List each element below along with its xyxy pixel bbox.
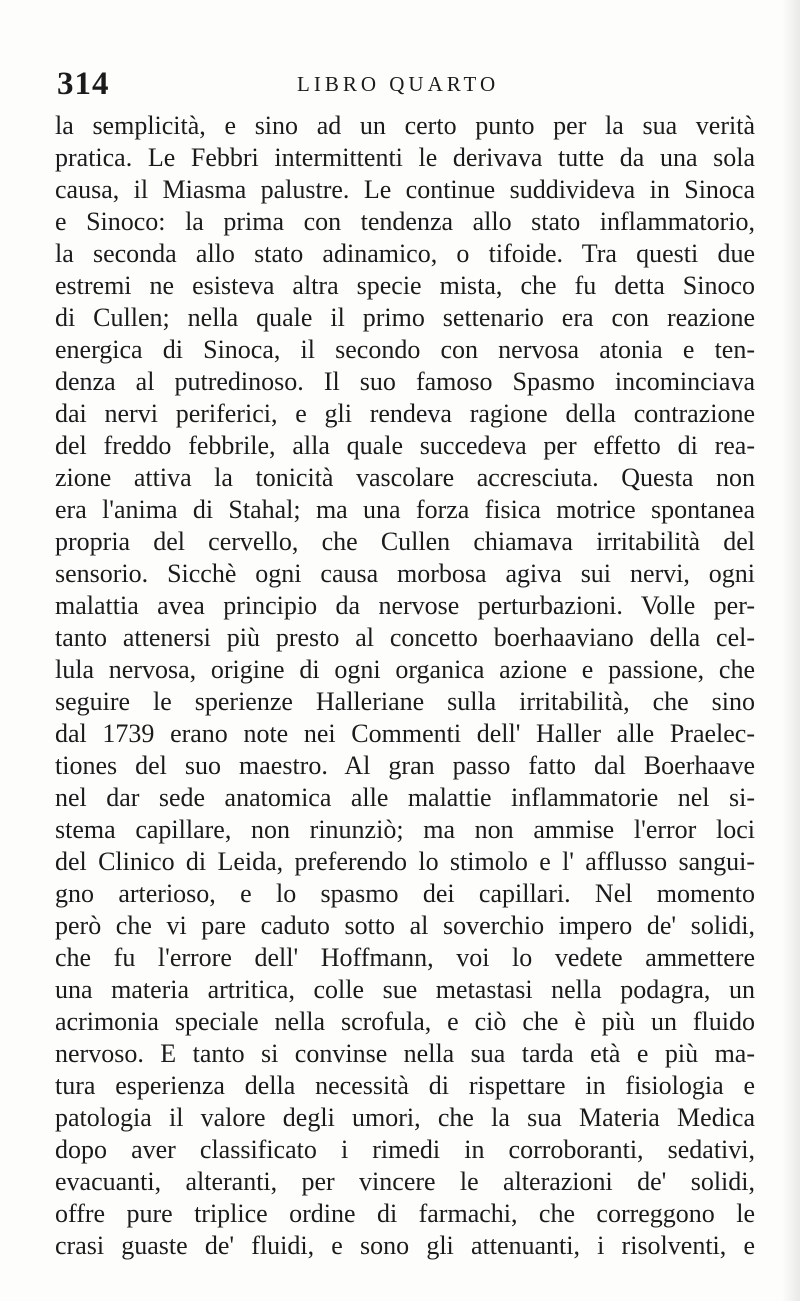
text-line: patologia il valore degli umori, che la sua Materia Medica xyxy=(55,1103,755,1132)
text-line: che fu l'errore dell' Hoffmann, voi lo vedete ammettere xyxy=(55,943,755,972)
body-text xyxy=(55,110,755,1262)
text-line: crasi guaste de' fluidi, e sono gli attenuanti, i risolventi, e xyxy=(55,1231,755,1260)
text-line: sensorio. Sicchè ogni causa morbosa agiva sui nervi, ogni xyxy=(55,559,755,588)
text-line: dai nervi periferici, e gli rendeva ragione della contrazione xyxy=(55,399,755,428)
text-line: del freddo febbrile, alla quale succedeva per effetto di rea- xyxy=(55,431,755,460)
text-line: era l'anima di Stahal; ma una forza fisica motrice spontanea xyxy=(55,495,755,524)
text-line: tanto attenersi più presto al concetto boerhaaviano della cel- xyxy=(55,623,755,652)
text-line: del Clinico di Leida, preferendo lo stimolo e l' afflusso sangui- xyxy=(55,847,755,876)
text-line: dopo aver classificato i rimedi in corroboranti, sedativi, xyxy=(55,1135,755,1164)
text-line: la semplicità, e sino ad un certo punto per la sua verità xyxy=(55,111,755,140)
text-line: denza al putredinoso. Il suo famoso Spasmo incominciava xyxy=(55,367,755,396)
text-line: tiones del suo maestro. Al gran passo fatto dal Boerhaave xyxy=(55,751,755,780)
text-line: causa, il Miasma palustre. Le continue suddivideva in Sinoca xyxy=(55,175,755,204)
text-line: però che vi pare caduto sotto al soverchio impero de' solidi, xyxy=(55,911,755,940)
text-line: malattia avea principio da nervose perturbazioni. Volle per- xyxy=(55,591,755,620)
text-line: seguire le sperienze Halleriane sulla irritabilità, che sino xyxy=(55,687,755,716)
text-line: stema capillare, non rinunziò; ma non ammise l'error loci xyxy=(55,815,755,844)
text-line: zione attiva la tonicità vascolare accresciuta. Questa non xyxy=(55,463,755,492)
text-line: una materia artritica, colle sue metastasi nella podagra, un xyxy=(55,975,755,1004)
text-line: propria del cervello, che Cullen chiamava irritabilità del xyxy=(55,527,755,556)
text-line: pratica. Le Febbri intermittenti le derivava tutte da una sola xyxy=(55,143,755,172)
chapter-header-title: LIBRO QUARTO xyxy=(297,72,500,96)
text-line: lula nervosa, origine di ogni organica azione e passione, che xyxy=(55,655,755,684)
text-line: nervoso. E tanto si convinse nella sua tarda età e più ma- xyxy=(55,1039,755,1068)
running-head xyxy=(57,60,757,106)
text-line: evacuanti, alteranti, per vincere le alterazioni de' solidi, xyxy=(55,1167,755,1196)
text-line: dal 1739 erano note nei Commenti dell' Haller alle Praelec- xyxy=(55,719,755,748)
text-line: e Sinoco: la prima con tendenza allo stato inflammatorio, xyxy=(55,207,755,236)
text-line: estremi ne esisteva altra specie mista, che fu detta Sinoco xyxy=(55,271,755,300)
text-line: acrimonia speciale nella scrofula, e ciò che è più un fluido xyxy=(55,1007,755,1036)
page-number: 314 xyxy=(57,66,110,102)
text-line: di Cullen; nella quale il primo settenario era con reazione xyxy=(55,303,755,332)
text-line: gno arterioso, e lo spasmo dei capillari. Nel momento xyxy=(55,879,755,908)
page-edge-shadow xyxy=(782,0,800,1301)
text-line: energica di Sinoca, il secondo con nervosa atonia e ten- xyxy=(55,335,755,364)
text-line: tura esperienza della necessità di rispettare in fisiologia e xyxy=(55,1071,755,1100)
text-line: offre pure triplice ordine di farmachi, che correggono le xyxy=(55,1199,755,1228)
text-line: nel dar sede anatomica alle malattie inflammatorie nel si- xyxy=(55,783,755,812)
text-line: la seconda allo stato adinamico, o tifoide. Tra questi due xyxy=(55,239,755,268)
